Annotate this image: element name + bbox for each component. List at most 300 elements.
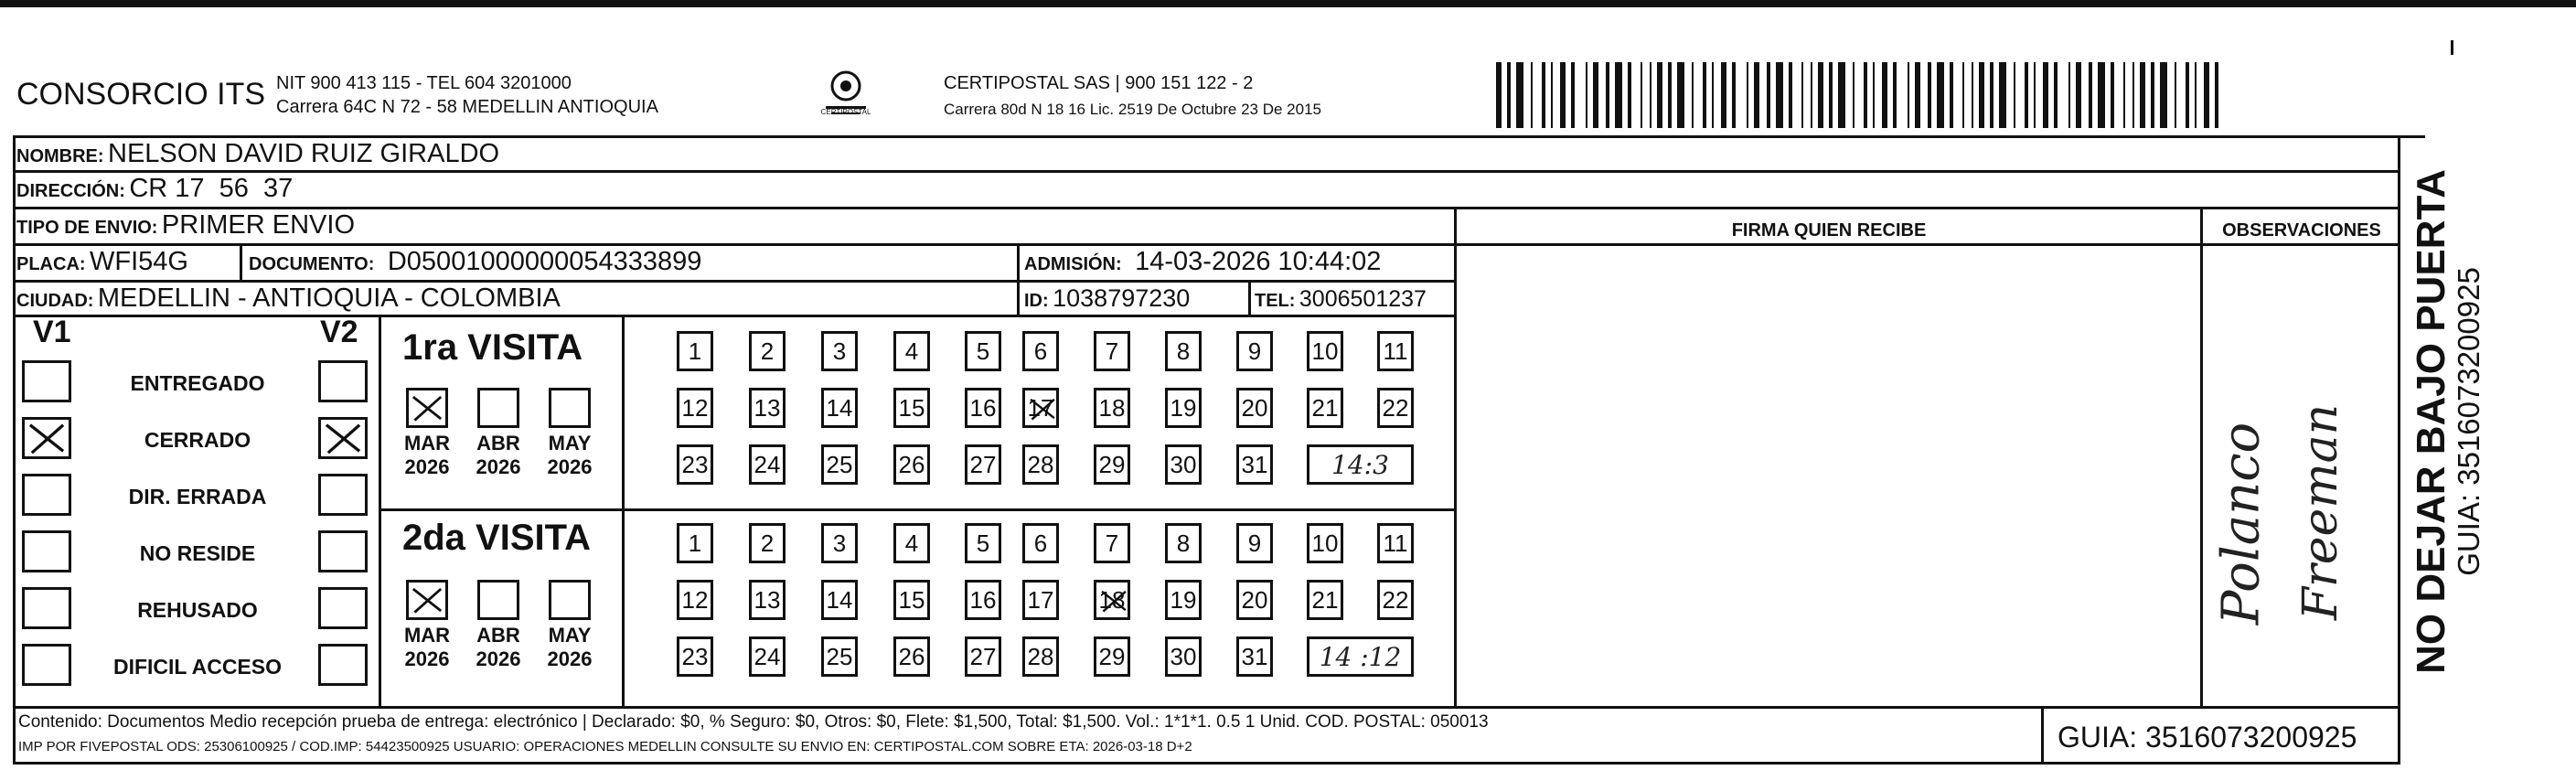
day-box[interactable] xyxy=(1094,388,1130,428)
day-number: 24 xyxy=(754,450,781,478)
barcode-bar xyxy=(1703,62,1706,128)
barcode-bar xyxy=(1937,62,1944,128)
status-v1-checkbox[interactable] xyxy=(22,644,71,686)
check-x-mark-icon xyxy=(25,420,69,456)
barcode-bar xyxy=(1650,62,1651,128)
carrier-logo-text: CERTIPOSTAL xyxy=(820,108,871,116)
day-number: 7 xyxy=(1105,337,1119,365)
day-number: 26 xyxy=(898,450,925,478)
barcode-bar xyxy=(2195,62,2197,128)
day-number: 26 xyxy=(898,642,925,670)
day-box[interactable] xyxy=(821,523,858,563)
day-number: 14 xyxy=(826,393,853,422)
month-name: ABR xyxy=(476,624,520,647)
footer-guia-divider xyxy=(2041,706,2044,765)
day-number: 3 xyxy=(832,337,847,365)
check-x-mark-icon xyxy=(409,390,445,425)
tel-cell xyxy=(1255,286,1427,313)
day-number: 13 xyxy=(754,393,781,422)
barcode-bar xyxy=(1677,62,1684,128)
day-number: 7 xyxy=(1105,529,1119,557)
day-number: 29 xyxy=(1098,450,1126,478)
day-number: 4 xyxy=(904,337,919,365)
day-number: 15 xyxy=(898,585,925,614)
barcode-bar xyxy=(1829,62,1833,128)
ciudad-label: CIUDAD: xyxy=(16,291,94,311)
barcode-bar xyxy=(2025,62,2028,128)
second-visit-title: 2da VISITA xyxy=(402,518,591,558)
day-number: 24 xyxy=(754,642,781,670)
month-checkbox[interactable] xyxy=(549,580,591,620)
barcode-bar xyxy=(1767,62,1770,128)
day-box[interactable] xyxy=(965,580,1001,620)
day-box[interactable] xyxy=(893,580,930,620)
barcode-bar xyxy=(1560,62,1566,128)
day-number: 28 xyxy=(1027,642,1054,670)
status-v2-checkbox[interactable] xyxy=(318,587,368,629)
day-box[interactable] xyxy=(1236,444,1273,485)
month-label xyxy=(394,432,460,479)
admision-label: ADMISIÓN: xyxy=(1024,254,1122,274)
row-rule-2 xyxy=(13,207,2400,209)
day-box[interactable] xyxy=(965,636,1001,677)
month-name: MAR xyxy=(403,624,451,647)
day-number: 10 xyxy=(1311,337,1339,365)
day-number: 15 xyxy=(898,393,925,422)
barcode-bar xyxy=(1628,62,1631,128)
day-number: 18 xyxy=(1098,393,1126,422)
day-box[interactable] xyxy=(821,444,858,485)
day-number: 21 xyxy=(1311,585,1339,614)
day-box[interactable] xyxy=(893,523,930,563)
direccion-label: DIRECCIÓN: xyxy=(16,181,125,201)
time-box[interactable] xyxy=(1307,444,1414,485)
day-box[interactable] xyxy=(893,444,930,485)
barcode-bar xyxy=(1692,62,1694,128)
day-number: 21 xyxy=(1311,393,1339,422)
row-rule-3 xyxy=(13,243,2400,246)
barcode-bar xyxy=(1990,62,1993,128)
check-x-mark-icon xyxy=(321,420,365,456)
tipo-row xyxy=(16,210,355,241)
day-box[interactable] xyxy=(1165,523,1202,563)
admision-divider xyxy=(1017,245,1020,280)
barcode-bar xyxy=(1657,62,1662,128)
day-number: 10 xyxy=(1311,529,1339,557)
day-box[interactable] xyxy=(677,444,713,485)
barcode-bar xyxy=(2175,62,2176,128)
day-box[interactable] xyxy=(893,331,930,371)
side-panel xyxy=(2407,161,2489,682)
day-box[interactable] xyxy=(893,388,930,428)
first-visit-title: 1ra VISITA xyxy=(402,327,583,368)
status-v1-checkbox[interactable] xyxy=(22,530,71,572)
barcode-bar xyxy=(2160,62,2167,128)
day-number: 19 xyxy=(1170,393,1197,422)
day-number: 13 xyxy=(754,585,781,614)
month-label xyxy=(394,624,460,671)
barcode-bar xyxy=(1747,62,1748,128)
barcode-bar xyxy=(2132,62,2134,128)
time-handwritten: 14 :12 xyxy=(1319,641,1402,672)
day-number: 12 xyxy=(681,585,709,614)
day-number: 22 xyxy=(1382,585,1409,614)
day-box[interactable] xyxy=(1165,331,1202,371)
day-box[interactable] xyxy=(821,388,858,428)
barcode-bar xyxy=(1979,62,1984,128)
barcode-bar xyxy=(2215,62,2218,128)
tipo-label: TIPO DE ENVIO: xyxy=(16,218,158,238)
barcode-bar xyxy=(1712,62,1714,128)
day-box[interactable] xyxy=(1094,636,1130,677)
day-number: 17 xyxy=(1027,585,1054,614)
barcode-bar xyxy=(1811,62,1812,128)
barcode-bar xyxy=(1586,62,1587,128)
firma-label: FIRMA QUIEN RECIBE xyxy=(1731,220,1927,241)
tel-value: 3006501237 xyxy=(1299,286,1427,312)
month-label xyxy=(537,624,603,671)
day-box[interactable] xyxy=(1165,580,1202,620)
barcode-bar xyxy=(2076,62,2081,128)
day-box[interactable] xyxy=(1165,444,1202,485)
day-box[interactable] xyxy=(677,331,713,371)
day-number: 8 xyxy=(1176,529,1191,557)
day-number: 31 xyxy=(1241,642,1268,670)
status-label: CERRADO xyxy=(144,428,251,452)
day-box[interactable] xyxy=(821,331,858,371)
day-number: 20 xyxy=(1241,585,1268,614)
side-rotated xyxy=(2410,169,2485,674)
day-number: 23 xyxy=(681,642,709,670)
day-number: 16 xyxy=(969,585,997,614)
placa-label: PLACA: xyxy=(16,254,86,274)
status-v1-checkbox[interactable] xyxy=(22,417,71,459)
status-v1-checkbox[interactable] xyxy=(22,587,71,629)
admision-value: 14-03-2026 10:44:02 xyxy=(1135,247,1382,276)
day-number: 6 xyxy=(1033,529,1048,557)
day-box[interactable] xyxy=(1307,388,1343,428)
side-title: NO DEJAR BAJO PUERTA xyxy=(2409,169,2453,674)
barcode-bar xyxy=(1496,62,1502,128)
day-number: 18 xyxy=(1098,585,1126,614)
status-v1-checkbox[interactable] xyxy=(22,360,71,402)
day-number: 4 xyxy=(904,529,919,557)
barcode-bar xyxy=(1999,62,2006,128)
day-number: 3 xyxy=(832,529,847,557)
day-box[interactable] xyxy=(1094,523,1130,563)
day-box[interactable] xyxy=(821,636,858,677)
barcode-bar xyxy=(1908,62,1909,128)
day-number: 9 xyxy=(1247,337,1262,365)
barcode-bar xyxy=(2054,62,2058,128)
barcode-bar xyxy=(2014,62,2015,128)
row-rule-1 xyxy=(13,170,2400,173)
day-box[interactable] xyxy=(1377,580,1414,620)
barcode-bar xyxy=(1551,62,1553,128)
barcode-bar xyxy=(1801,62,1803,128)
tel-divider xyxy=(1248,282,1251,315)
barcode-bar xyxy=(2089,62,2092,128)
day-number: 25 xyxy=(826,450,853,478)
direccion-value: CR 17 56 37 xyxy=(129,174,294,203)
day-number: 14 xyxy=(826,585,853,614)
barcode-bar xyxy=(2111,62,2114,128)
barcode-bar xyxy=(1853,62,1855,128)
barcode-bar xyxy=(2098,62,2105,128)
barcode-bar xyxy=(2151,62,2154,128)
day-box[interactable] xyxy=(1022,580,1059,620)
month-checkbox[interactable] xyxy=(477,580,519,620)
tipo-value: PRIMER ENVIO xyxy=(161,210,356,240)
status-v1-checkbox[interactable] xyxy=(22,474,71,516)
barcode-bar xyxy=(1928,62,1931,128)
top-edge-rule xyxy=(0,0,2576,7)
barcode-bar xyxy=(1754,62,1759,128)
day-box[interactable] xyxy=(1094,444,1130,485)
status-v2-checkbox[interactable] xyxy=(318,360,368,402)
status-label: REHUSADO xyxy=(137,598,258,622)
status-v2-checkbox[interactable] xyxy=(318,644,368,686)
day-number: 5 xyxy=(976,529,990,557)
day-box[interactable] xyxy=(1377,523,1414,563)
day-box[interactable] xyxy=(1165,636,1202,677)
day-box[interactable] xyxy=(677,636,713,677)
day-box[interactable] xyxy=(1094,580,1130,620)
day-box[interactable] xyxy=(749,331,786,371)
month-checkbox[interactable] xyxy=(406,388,448,428)
id-cell xyxy=(1024,284,1190,313)
day-box[interactable] xyxy=(749,388,786,428)
month-checkbox[interactable] xyxy=(549,388,591,428)
day-box[interactable] xyxy=(1377,388,1414,428)
status-label: DIFICIL ACCESO xyxy=(112,655,282,679)
barcode-bar xyxy=(1864,62,1867,128)
barcode-bar xyxy=(1873,62,1875,128)
nombre-value: NELSON DAVID RUIZ GIRALDO xyxy=(108,139,500,168)
barcode-bar xyxy=(2204,62,2209,128)
carrier-address: Carrera 80d N 18 16 Lic. 2519 De Octubre 23 De 2015 xyxy=(944,101,1321,118)
day-number: 2 xyxy=(760,337,775,365)
month-year: 2026 xyxy=(404,455,450,478)
barcode-bar xyxy=(2140,62,2145,128)
day-number: 22 xyxy=(1382,393,1409,422)
company-name: CONSORCIO ITS xyxy=(16,77,266,112)
month-year: 2026 xyxy=(404,647,450,670)
day-number: 23 xyxy=(681,450,709,478)
status-v2-checkbox[interactable] xyxy=(318,474,368,516)
day-box[interactable] xyxy=(1307,580,1343,620)
barcode-bar xyxy=(2123,62,2125,128)
barcode-bar xyxy=(2186,62,2189,128)
form-right-rule xyxy=(2398,135,2400,765)
status-v2-checkbox[interactable] xyxy=(318,417,368,459)
form-top-rule xyxy=(13,135,2425,138)
day-box[interactable] xyxy=(1022,331,1059,371)
v1-label: V1 xyxy=(33,315,71,349)
barcode-bar xyxy=(1818,62,1823,128)
day-box[interactable] xyxy=(965,523,1001,563)
status-divider xyxy=(379,316,381,707)
month-year: 2026 xyxy=(547,647,593,670)
month-name: MAR xyxy=(403,432,451,455)
status-label: ENTREGADO xyxy=(130,371,265,395)
day-number: 27 xyxy=(969,642,997,670)
month-year: 2026 xyxy=(476,455,521,478)
barcode-bar xyxy=(1606,62,1609,128)
id-label: ID: xyxy=(1024,291,1049,311)
day-box[interactable] xyxy=(1236,636,1273,677)
day-box[interactable] xyxy=(1307,331,1343,371)
day-box[interactable] xyxy=(677,523,713,563)
placa-cell xyxy=(16,247,188,277)
status-label: NO RESIDE xyxy=(139,541,256,565)
day-number: 5 xyxy=(976,337,990,365)
day-number: 1 xyxy=(688,337,702,365)
barcode-bar xyxy=(1542,62,1545,128)
day-number: 8 xyxy=(1176,337,1191,365)
day-box[interactable] xyxy=(1236,388,1273,428)
barcode-bar xyxy=(1732,62,1736,128)
day-number: 28 xyxy=(1027,450,1054,478)
day-number: 31 xyxy=(1241,450,1268,478)
row-rule-4 xyxy=(13,280,1456,283)
obs-handwriting-line1: Polanco xyxy=(2211,422,2271,626)
month-label xyxy=(537,432,603,479)
barcode xyxy=(1496,62,2228,128)
day-box[interactable] xyxy=(749,636,786,677)
day-number: 16 xyxy=(969,393,997,422)
day-box[interactable] xyxy=(1022,523,1059,563)
day-number: 25 xyxy=(826,642,853,670)
month-year: 2026 xyxy=(476,647,521,670)
barcode-bar xyxy=(1915,62,1920,128)
day-box[interactable] xyxy=(677,388,713,428)
day-number: 12 xyxy=(681,393,709,422)
nombre-row xyxy=(16,139,499,169)
day-number: 20 xyxy=(1241,393,1268,422)
barcode-bar xyxy=(1507,62,1511,128)
day-number: 19 xyxy=(1170,585,1197,614)
day-number: 6 xyxy=(1033,337,1048,365)
barcode-bar xyxy=(1776,62,1783,128)
side-guia: GUIA: 3516073200925 xyxy=(2452,267,2485,576)
admision-cell xyxy=(1024,247,1381,277)
month-year: 2026 xyxy=(547,455,593,478)
footer-imp: IMP POR FIVEPOSTAL ODS: 25306100925 / COD.IMP: 54423500925 USUARIO: OPERACIONES MEDELLIN CONSULTE SU ENVIO EN: CERTIPOSTAL.COM SOBRE ETA: 2026-03-18 D+2 xyxy=(18,739,1192,754)
observaciones-handwriting xyxy=(2204,384,2349,658)
company-address: Carrera 64C N 72 - 58 MEDELLIN ANTIOQUIA xyxy=(276,97,658,117)
time-box[interactable] xyxy=(1307,636,1414,677)
day-box[interactable] xyxy=(1377,331,1414,371)
day-number: 11 xyxy=(1383,337,1408,365)
second-visit-divider xyxy=(622,510,625,707)
month-name: MAY xyxy=(548,624,592,647)
print-mark xyxy=(2451,40,2453,55)
month-checkbox[interactable] xyxy=(477,388,519,428)
form-left-rule xyxy=(13,135,16,707)
barcode-bar xyxy=(1838,62,1845,128)
documento-label: DOCUMENTO: xyxy=(249,254,375,274)
barcode-bar xyxy=(1668,62,1672,128)
ciudad-cell xyxy=(16,283,561,314)
day-box[interactable] xyxy=(1236,523,1273,563)
barcode-bar xyxy=(1516,62,1523,128)
barcode-bar xyxy=(1962,62,1964,128)
documento-value: D05001000000054333899 xyxy=(387,247,702,276)
footer-guia: GUIA: 3516073200925 xyxy=(2058,721,2357,754)
day-box[interactable] xyxy=(677,580,713,620)
obs-handwriting-line2: Freeman xyxy=(2293,403,2349,621)
day-box[interactable] xyxy=(1236,580,1273,620)
carrier-name: CERTIPOSTAL SAS | 900 151 122 - 2 xyxy=(944,73,1254,93)
status-v2-checkbox[interactable] xyxy=(318,530,368,572)
first-visit-divider xyxy=(622,316,625,508)
tel-label: TEL: xyxy=(1255,291,1296,311)
day-number: 27 xyxy=(969,450,997,478)
day-number: 9 xyxy=(1247,529,1262,557)
barcode-bar xyxy=(1721,62,1726,128)
day-box[interactable] xyxy=(1094,331,1130,371)
barcode-bar xyxy=(1893,62,1897,128)
footer-contenido: Contenido: Documentos Medio recepción prueba de entrega: electrónico | Declarado: $0, % Seguro: $0, Otros: $0, Flete: $1,500, Total: $1,500. Vol.: 1*1*1. 0.5 1 Unid. COD. POSTAL: 050013 xyxy=(18,712,1489,732)
barcode-bar xyxy=(1531,62,1533,128)
ciudad-value: MEDELLIN - ANTIOQUIA - COLOMBIA xyxy=(97,283,561,313)
day-box[interactable] xyxy=(1165,388,1202,428)
check-x-mark-icon xyxy=(409,583,445,617)
barcode-bar xyxy=(1950,62,1953,128)
day-box[interactable] xyxy=(965,444,1001,485)
day-number: 29 xyxy=(1098,642,1126,670)
month-label xyxy=(465,432,531,479)
barcode-bar xyxy=(1571,62,1575,128)
day-box[interactable] xyxy=(1022,636,1059,677)
day-box[interactable] xyxy=(1022,388,1059,428)
footer-left-rule xyxy=(13,706,16,765)
placa-value: WFI54G xyxy=(90,247,188,276)
day-box[interactable] xyxy=(965,331,1001,371)
day-box[interactable] xyxy=(1307,523,1343,563)
day-box[interactable] xyxy=(821,580,858,620)
barcode-bar xyxy=(2034,62,2036,128)
day-box[interactable] xyxy=(1022,444,1059,485)
month-name: ABR xyxy=(476,432,520,455)
month-checkbox[interactable] xyxy=(406,580,448,620)
barcode-bar xyxy=(1615,62,1622,128)
day-number: 17 xyxy=(1027,393,1054,422)
day-box[interactable] xyxy=(893,636,930,677)
day-number: 30 xyxy=(1170,450,1197,478)
day-box[interactable] xyxy=(749,523,786,563)
barcode-bar xyxy=(2043,62,2048,128)
day-number: 11 xyxy=(1383,529,1408,557)
barcode-bar xyxy=(1593,62,1598,128)
day-number: 1 xyxy=(688,529,702,557)
direccion-row xyxy=(16,174,293,204)
id-divider xyxy=(1017,282,1020,315)
day-box[interactable] xyxy=(965,388,1001,428)
month-label xyxy=(465,624,531,671)
obs-divider xyxy=(2200,207,2203,707)
day-box[interactable] xyxy=(749,580,786,620)
day-number: 2 xyxy=(760,529,775,557)
barcode-bar xyxy=(1882,62,1887,128)
visit-separator xyxy=(379,508,1456,511)
month-name: MAY xyxy=(548,432,592,455)
day-box[interactable] xyxy=(1236,331,1273,371)
documento-cell xyxy=(249,247,701,277)
day-box[interactable] xyxy=(749,444,786,485)
barcode-bar xyxy=(1789,62,1792,128)
